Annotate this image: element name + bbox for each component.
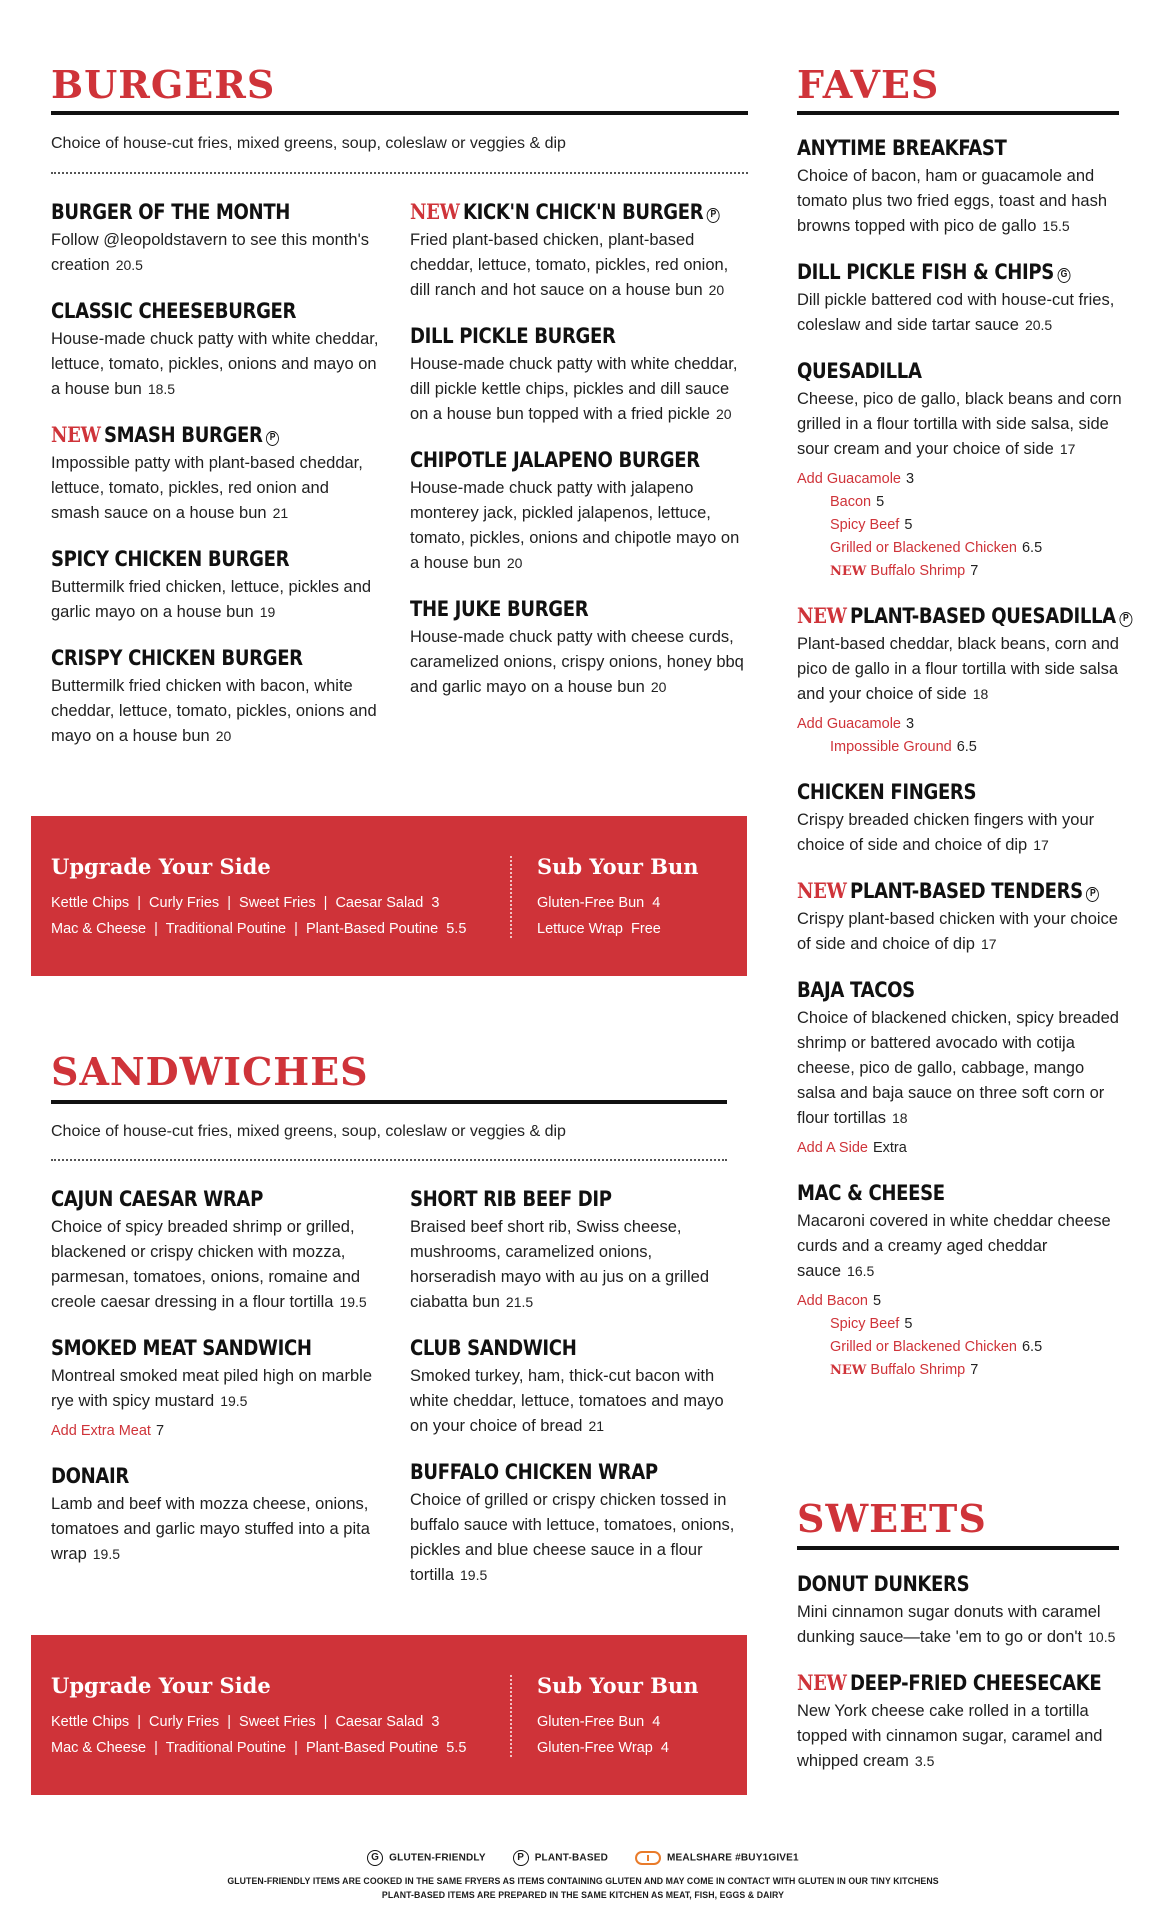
item-name-row <box>797 259 1081 285</box>
addon-price: 6.5 <box>1021 540 1043 556</box>
item-price: 21.5 <box>505 1294 534 1310</box>
addon-row <box>797 1290 1127 1313</box>
item-price: 19.5 <box>92 1546 121 1562</box>
item-price: 20 <box>715 406 732 422</box>
item-name-row <box>51 298 335 324</box>
addon-price: 5 <box>904 1316 913 1332</box>
addon-label: Add A Side <box>797 1140 868 1156</box>
item-description <box>410 625 748 700</box>
item-price: 20.5 <box>1024 317 1053 333</box>
item-name: KICK'N CHICK'N BURGER <box>462 200 704 224</box>
item-description-text: House-made chuck patty with white cheddar, lettuce, tomato, pickles, onions and mayo on a house bun <box>51 330 379 398</box>
addon-label: Impossible Ground <box>830 739 952 755</box>
item-description-text: Cheese, pico de gallo, black beans and corn grilled in a flour tortilla with side salsa, side sour cream and your choice of side <box>797 390 1122 458</box>
item-name-row <box>51 1335 335 1361</box>
addon-label: Add Bacon <box>797 1293 868 1309</box>
upgrade-side-line: Kettle Chips | Curly Fries | Sweet Fries | Caesar Salad 3 <box>51 895 440 911</box>
item-price: 18 <box>972 686 989 702</box>
menu-item <box>797 603 1127 759</box>
addon-price: 3 <box>905 471 915 487</box>
banner-divider <box>510 856 512 938</box>
sub-bun-line: Lettuce Wrap Free <box>537 921 661 937</box>
item-name-row <box>51 1463 335 1489</box>
item-name: PLANT-BASED QUESADILLA <box>849 604 1116 628</box>
item-description <box>410 476 748 576</box>
item-name-row <box>797 779 1081 805</box>
item-name-row <box>797 135 1081 161</box>
item-price: 20 <box>708 282 725 298</box>
item-price: 20 <box>506 555 523 571</box>
addon-price: 5 <box>904 517 913 533</box>
item-description <box>51 1364 381 1414</box>
mealshare-icon <box>635 1851 661 1865</box>
addon-label: Buffalo Shrimp <box>870 563 966 579</box>
item-price: 19.5 <box>339 1294 367 1310</box>
addon-row <box>797 713 1127 736</box>
addon-row <box>797 1313 1127 1336</box>
item-description-text: Buttermilk fried chicken with bacon, white cheddar, lettuce, tomato, pickles, onions and mayo on a house bun <box>51 677 377 745</box>
sub-bun-line: Gluten-Free Bun 4 <box>537 1714 661 1730</box>
item-description-text: Plant-based cheddar, black beans, corn and pico de gallo in a flour tortilla with side salsa and your choice of side <box>797 635 1119 703</box>
menu-item <box>797 259 1127 338</box>
addon-row <box>797 537 1127 560</box>
item-description <box>410 352 748 427</box>
sweets-column <box>797 1571 1127 1794</box>
addon-price: Extra <box>872 1140 907 1156</box>
upgrade-side-line: Kettle Chips | Curly Fries | Sweet Fries | Caesar Salad 3 <box>51 1714 440 1730</box>
item-name: SPICY CHICKEN BURGER <box>51 547 290 571</box>
addon-price: 7 <box>970 563 979 579</box>
upgrade-side-title: Upgrade Your Side <box>51 1673 271 1698</box>
item-description-text: Macaroni covered in white cheddar cheese curds and a creamy aged cheddar sauce <box>797 1212 1111 1280</box>
plant-based-icon: P <box>707 208 720 223</box>
menu-item <box>51 298 381 402</box>
item-name-row <box>51 199 335 225</box>
menu-item <box>797 779 1127 858</box>
new-badge: NEW <box>797 603 847 628</box>
addon-row <box>797 1336 1127 1359</box>
menu-item <box>797 1670 1127 1774</box>
banner-divider <box>510 1675 512 1757</box>
item-description-text: Choice of grilled or crispy chicken tossed in buffalo sauce with lettuce, tomatoes, onions, pickles and blue cheese sauce in a flour tortilla <box>410 1491 735 1584</box>
item-description-text: Smoked turkey, ham, thick-cut bacon with white cheddar, lettuce, tomatoes and mayo on your choice of bread <box>410 1367 724 1435</box>
item-name-row <box>51 422 335 448</box>
menu-item <box>410 1186 735 1315</box>
item-description <box>410 1488 735 1588</box>
item-addons <box>797 468 1127 583</box>
addon-label: Bacon <box>830 494 872 510</box>
item-description <box>797 1600 1127 1650</box>
dietary-legend <box>0 1850 1166 1866</box>
menu-item <box>51 199 381 278</box>
addon-row <box>797 491 1127 514</box>
sub-bun-line: Gluten-Free Bun 4 <box>537 895 661 911</box>
item-description-text: Lamb and beef with mozza cheese, onions, tomatoes and garlic mayo stuffed into a pita wrap <box>51 1495 370 1563</box>
item-description-text: Choice of bacon, ham or guacamole and tomato plus two fried eggs, toast and hash browns topped with pico de gallo <box>797 167 1108 235</box>
item-description <box>797 1699 1127 1774</box>
item-price: 15.5 <box>1042 218 1070 234</box>
item-description-text: Buttermilk fried chicken, lettuce, pickles and garlic mayo on a house bun <box>51 578 372 621</box>
item-price: 10.5 <box>1088 1629 1116 1645</box>
plant-based-icon: P <box>1086 887 1099 902</box>
burgers-title: BURGERS <box>51 62 276 107</box>
item-name-row <box>410 1459 690 1485</box>
item-description-text: Mini cinnamon sugar donuts with caramel dunking sauce—take 'em to go or don't <box>797 1603 1101 1646</box>
item-price: 18 <box>891 1110 908 1126</box>
upgrade-side-options <box>51 890 466 942</box>
faves-column <box>797 135 1127 1402</box>
sub-bun-title: Sub Your Bun <box>537 854 699 879</box>
menu-item <box>797 878 1127 957</box>
item-description <box>797 288 1127 338</box>
sandwiches-upgrade-banner <box>31 1635 747 1795</box>
addon-price: 7 <box>155 1423 165 1439</box>
item-name: CLASSIC CHEESEBURGER <box>51 299 297 323</box>
menu-item <box>797 358 1127 583</box>
item-description <box>51 674 381 749</box>
addon-row <box>797 1137 1127 1160</box>
item-description <box>51 575 381 625</box>
addon-label: Add Guacamole <box>797 716 901 732</box>
item-name-row <box>51 546 335 572</box>
item-name: DONAIR <box>51 1464 130 1488</box>
menu-item <box>797 977 1127 1160</box>
item-description-text: Crispy breaded chicken fingers with your choice of side and choice of dip <box>797 811 1095 854</box>
item-name: QUESADILLA <box>797 359 922 383</box>
item-name-row <box>410 199 716 225</box>
addon-price: 3 <box>905 716 915 732</box>
item-description-text: House-made chuck patty with cheese curds, caramelized onions, crispy onions, honey bbq and garlic mayo on a house bun <box>410 628 744 696</box>
upgrade-side-line: Mac & Cheese | Traditional Poutine | Plant-Based Poutine 5.5 <box>51 921 467 937</box>
item-name-row <box>797 358 1081 384</box>
item-addons <box>51 1420 381 1443</box>
legend-label: MEALSHARE #BUY1GIVE1 <box>667 1852 799 1864</box>
item-description <box>797 808 1127 858</box>
addon-row <box>797 514 1127 537</box>
item-description <box>51 1215 381 1315</box>
burgers-subtitle: Choice of house-cut fries, mixed greens, soup, coleslaw or veggies & dip <box>51 135 566 152</box>
menu-item <box>51 1186 381 1315</box>
item-price: 16.5 <box>847 1263 875 1279</box>
item-price: 21 <box>588 1418 605 1434</box>
addon-row <box>797 736 1127 759</box>
item-name: CAJUN CAESAR WRAP <box>51 1187 263 1211</box>
item-description <box>410 1364 735 1439</box>
item-name: MAC & CHEESE <box>797 1181 945 1205</box>
item-price: 19.5 <box>220 1393 248 1409</box>
addon-label: Add Extra Meat <box>51 1423 151 1439</box>
addon-label: Add Guacamole <box>797 471 901 487</box>
item-name: SHORT RIB BEEF DIP <box>410 1187 612 1211</box>
item-price: 18.5 <box>147 381 176 397</box>
item-name: CHIPOTLE JALAPENO BURGER <box>410 448 700 472</box>
item-description <box>410 1215 735 1315</box>
item-name-row <box>797 603 1129 629</box>
legend-gluten-friendly <box>367 1850 486 1866</box>
sweets-title: SWEETS <box>797 1496 987 1541</box>
menu-item <box>51 422 381 526</box>
addon-price: 6.5 <box>956 739 977 755</box>
item-description <box>797 387 1127 462</box>
addon-label: Buffalo Shrimp <box>870 1362 966 1378</box>
addon-row <box>797 560 1127 583</box>
item-description-text: Dill pickle battered cod with house-cut fries, coleslaw and side tartar sauce <box>797 291 1115 334</box>
sub-bun-options <box>537 890 661 942</box>
item-addons <box>797 1290 1127 1382</box>
item-name: PLANT-BASED TENDERS <box>849 879 1083 903</box>
faves-title: FAVES <box>797 62 940 107</box>
item-description-text: Fried plant-based chicken, plant-based cheddar, lettuce, tomato, pickles, red onion, dill ranch and hot sauce on a house bun <box>410 231 729 299</box>
item-price: 17 <box>1059 441 1076 457</box>
menu-item <box>410 1459 735 1588</box>
gluten-friendly-icon: G <box>1057 268 1070 283</box>
item-name-row <box>797 878 1096 904</box>
menu-item <box>51 1335 381 1443</box>
new-badge: NEW <box>797 1670 847 1695</box>
menu-item <box>51 645 381 749</box>
item-addons <box>797 713 1127 759</box>
item-name: ANYTIME BREAKFAST <box>797 136 1007 160</box>
item-name-row <box>797 1571 1081 1597</box>
sandwiches-dotted-divider <box>51 1159 727 1161</box>
item-description-text: Crispy plant-based chicken with your choice of side and choice of dip <box>797 910 1118 953</box>
item-description <box>51 327 381 402</box>
upgrade-side-line: Mac & Cheese | Traditional Poutine | Plant-Based Poutine 5.5 <box>51 1740 467 1756</box>
gluten-friendly-icon: G <box>367 1850 383 1866</box>
burgers-left-column <box>51 199 381 769</box>
item-price: 20 <box>650 679 667 695</box>
item-description <box>51 1492 381 1567</box>
addon-row <box>51 1420 381 1443</box>
menu-item <box>797 135 1127 239</box>
item-description <box>797 907 1127 957</box>
upgrade-side-options <box>51 1709 466 1761</box>
plant-based-disclaimer: PLANT-BASED ITEMS ARE PREPARED IN THE SAME KITCHEN AS MEAT, FISH, EGGS & DAIRY <box>381 1890 785 1901</box>
menu-item <box>51 546 381 625</box>
faves-rule <box>797 111 1119 115</box>
sandwiches-left-column <box>51 1186 381 1587</box>
addon-label: Spicy Beef <box>830 1316 900 1332</box>
legend-label: GLUTEN-FRIENDLY <box>389 1852 486 1864</box>
item-description-text: Impossible patty with plant-based cheddar, lettuce, tomato, pickles, red onion and smash sauce on a house bun <box>51 454 363 522</box>
menu-item <box>410 199 748 303</box>
new-badge: NEW <box>797 878 847 903</box>
item-name-row <box>410 447 701 473</box>
sandwiches-subtitle: Choice of house-cut fries, mixed greens, soup, coleslaw or veggies & dip <box>51 1123 566 1140</box>
item-price: 19 <box>259 604 276 620</box>
sub-bun-title: Sub Your Bun <box>537 1673 699 1698</box>
upgrade-side-title: Upgrade Your Side <box>51 854 271 879</box>
addon-label: Grilled or Blackened Chicken <box>830 1339 1017 1355</box>
item-description <box>797 164 1127 239</box>
item-name: SMOKED MEAT SANDWICH <box>51 1336 312 1360</box>
item-name-row <box>51 1186 335 1212</box>
addon-price: 6.5 <box>1021 1339 1043 1355</box>
item-description-text: Montreal smoked meat piled high on marble rye with spicy mustard <box>51 1367 373 1410</box>
item-name: THE JUKE BURGER <box>410 597 589 621</box>
item-description-text: House-made chuck patty with jalapeno monterey jack, pickled jalapenos, lettuce, tomato, pickles, onions and chipotle mayo on a house bun <box>410 479 740 572</box>
sub-bun-line: Gluten-Free Wrap 4 <box>537 1740 669 1756</box>
menu-item <box>410 1335 735 1439</box>
item-description <box>51 451 381 526</box>
menu-item <box>410 596 748 700</box>
menu-item <box>797 1571 1127 1650</box>
item-name-row <box>410 323 701 349</box>
item-description-text: New York cheese cake rolled in a tortilla topped with cinnamon sugar, caramel and whipped cream <box>797 1702 1103 1770</box>
item-price: 20 <box>215 728 232 744</box>
item-name: SMASH BURGER <box>103 423 263 447</box>
item-name: DILL PICKLE FISH & CHIPS <box>797 260 1054 284</box>
item-description <box>797 632 1127 707</box>
addon-price: 7 <box>970 1362 979 1378</box>
burgers-rule <box>51 111 748 115</box>
menu-item <box>410 447 748 576</box>
addon-row <box>797 468 1127 491</box>
plant-based-icon: P <box>513 1850 529 1866</box>
gluten-disclaimer: GLUTEN-FRIENDLY ITEMS ARE COOKED IN THE SAME FRYERS AS ITEMS CONTAINING GLUTEN AND MAY COME IN CONTACT WITH GLUTEN IN OUR TINY KITCHENS <box>227 1876 939 1887</box>
new-badge: NEW <box>830 1363 867 1378</box>
item-name-row <box>410 1186 690 1212</box>
plant-based-icon: P <box>1119 612 1132 627</box>
item-name: DEEP-FRIED CHEESECAKE <box>849 1671 1102 1695</box>
addon-label: Grilled or Blackened Chicken <box>830 540 1017 556</box>
item-name: DILL PICKLE BURGER <box>410 324 616 348</box>
item-price: 21 <box>272 505 289 521</box>
new-badge: NEW <box>51 422 101 447</box>
menu-item <box>410 323 748 427</box>
new-badge: NEW <box>830 564 867 579</box>
item-name-row <box>797 977 1081 1003</box>
item-name-row <box>797 1180 1081 1206</box>
item-name: DONUT DUNKERS <box>797 1572 970 1596</box>
item-description-text: Choice of spicy breaded shrimp or grilled, blackened or crispy chicken with mozza, parmesan, tomatoes, onions, romaine and creole caesar dressing in a flour tortilla <box>51 1218 361 1311</box>
item-name-row <box>51 645 335 671</box>
menu-item <box>797 1180 1127 1382</box>
plant-based-icon: P <box>266 431 279 446</box>
new-badge: NEW <box>410 199 460 224</box>
item-price: 3.5 <box>914 1753 935 1769</box>
sandwiches-right-column <box>410 1186 735 1608</box>
addon-row <box>797 1359 1127 1382</box>
item-name-row <box>410 1335 690 1361</box>
item-description-text: House-made chuck patty with white cheddar, dill pickle kettle chips, pickles and dill sauce on a house bun topped with a fried pickle <box>410 355 738 423</box>
sub-bun-options <box>537 1709 669 1761</box>
sandwiches-title: SANDWICHES <box>51 1049 369 1094</box>
item-name: BUFFALO CHICKEN WRAP <box>410 1460 658 1484</box>
item-price: 17 <box>1033 837 1049 853</box>
menu-item <box>51 1463 381 1567</box>
item-price: 17 <box>980 936 997 952</box>
item-description <box>797 1006 1127 1131</box>
legend-plant-based <box>513 1850 608 1866</box>
burgers-right-column <box>410 199 748 720</box>
item-description-text: Braised beef short rib, Swiss cheese, mushrooms, caramelized onions, horseradish mayo with au jus on a grilled ciabatta bun <box>410 1218 709 1311</box>
item-name: CLUB SANDWICH <box>410 1336 577 1360</box>
sandwiches-rule <box>51 1100 727 1104</box>
item-description-text: Follow @leopoldstavern to see this month's creation <box>51 231 369 274</box>
burgers-upgrade-banner <box>31 816 747 976</box>
item-name-row <box>797 1670 1102 1696</box>
item-name-row <box>410 596 701 622</box>
item-description <box>51 228 381 278</box>
item-name: CHICKEN FINGERS <box>797 780 977 804</box>
legend-mealshare <box>635 1851 799 1865</box>
item-description <box>410 228 748 303</box>
addon-price: 5 <box>872 1293 882 1309</box>
legend-label: PLANT-BASED <box>534 1852 609 1864</box>
item-description-text: Choice of blackened chicken, spicy breaded shrimp or battered avocado with cotija cheese, pico de gallo, cabbage, mango salsa and baja sauce on three soft corn or flour tortillas <box>797 1009 1119 1127</box>
item-price: 19.5 <box>460 1567 488 1583</box>
addon-price: 5 <box>876 494 885 510</box>
burgers-dotted-divider <box>51 172 748 174</box>
item-addons <box>797 1137 1127 1160</box>
addon-label: Spicy Beef <box>830 517 900 533</box>
item-name: BAJA TACOS <box>797 978 915 1002</box>
item-name: CRISPY CHICKEN BURGER <box>51 646 303 670</box>
item-name: BURGER OF THE MONTH <box>51 200 291 224</box>
sweets-rule <box>797 1546 1119 1550</box>
item-price: 20.5 <box>115 257 143 273</box>
item-description <box>797 1209 1127 1284</box>
